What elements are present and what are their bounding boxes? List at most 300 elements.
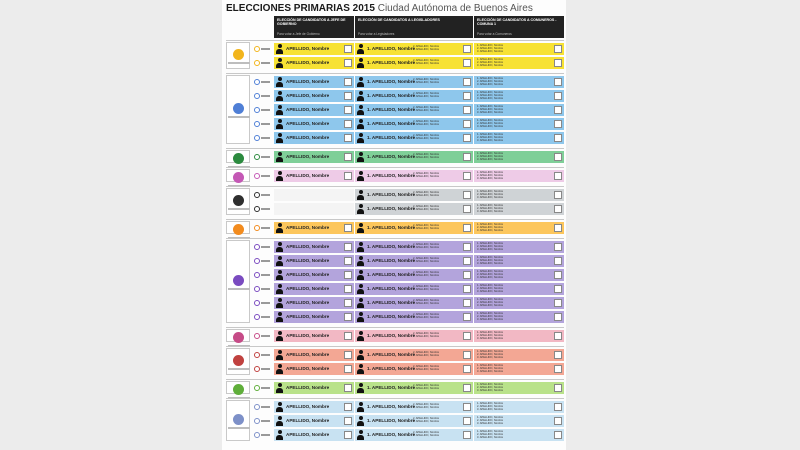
legisladores-vote-checkbox[interactable] [463, 271, 471, 279]
legisladores-candidate-name: 1. APELLIDO, Nombre [367, 314, 416, 319]
comuneros-candidate-cell[interactable] [474, 241, 564, 253]
party-row [226, 167, 564, 183]
list-label-line [261, 335, 270, 337]
legisladores-additional-names: 2. APELLIDO, Nombre 3. APELLIDO, Nombre [413, 120, 440, 126]
list-mark-icon [254, 206, 260, 212]
candidate-silhouette-icon [356, 44, 365, 54]
comuneros-candidate-names: 1. APELLIDO, Nombre 2. APELLIDO, Nombre 3. APELLIDO, Nombre [477, 119, 504, 128]
column-header-comuneros-sub: Para votar a Comuneros [477, 31, 512, 36]
jefe-candidate-cell[interactable] [274, 43, 354, 55]
comuneros-candidate-cell[interactable] [474, 429, 564, 441]
jefe-candidate-name: APELLIDO, Nombre [286, 333, 330, 338]
candidate-silhouette-icon [356, 171, 365, 181]
candidate-silhouette-icon [356, 119, 365, 129]
candidate-silhouette-icon [275, 364, 284, 374]
candidate-silhouette-icon [356, 91, 365, 101]
list-mark-icon [254, 300, 260, 306]
legisladores-candidate-cell[interactable] [355, 57, 473, 69]
legisladores-additional-names: 2. APELLIDO, Nombre 3. APELLIDO, Nombre [413, 257, 440, 263]
comuneros-candidate-names: 1. APELLIDO, Nombre 2. APELLIDO, Nombre 3. APELLIDO, Nombre [477, 77, 504, 86]
legisladores-additional-names: 2. APELLIDO, Nombre 3. APELLIDO, Nombre [413, 134, 440, 140]
party-row [226, 219, 564, 235]
jefe-candidate-name: APELLIDO, Nombre [286, 314, 330, 319]
jefe-candidate-cell[interactable] [274, 415, 354, 427]
list-id [252, 414, 272, 428]
list-mark-icon [254, 385, 260, 391]
candidate-silhouette-icon [275, 270, 284, 280]
jefe-vote-checkbox[interactable] [344, 172, 352, 180]
jefe-candidate-name: APELLIDO, Nombre [286, 244, 330, 249]
legisladores-candidate-cell[interactable] [355, 311, 473, 323]
legisladores-candidate-cell[interactable] [355, 104, 473, 116]
candidate-silhouette-icon [356, 58, 365, 68]
legisladores-candidate-cell[interactable] [355, 90, 473, 102]
candidate-silhouette-icon [356, 430, 365, 440]
comuneros-candidate-cell[interactable] [474, 311, 564, 323]
jefe-candidate-name: APELLIDO, Nombre [286, 286, 330, 291]
legisladores-candidate-name: 1. APELLIDO, Nombre [367, 60, 416, 65]
legisladores-candidate-cell[interactable] [355, 283, 473, 295]
column-header-legisladores [355, 16, 473, 38]
legisladores-candidate-cell[interactable] [355, 189, 473, 201]
candidate-silhouette-icon [275, 58, 284, 68]
comuneros-candidate-cell[interactable] [474, 222, 564, 234]
party-logo-box [226, 188, 250, 215]
comuneros-candidate-cell[interactable] [474, 349, 564, 361]
jefe-candidate-cell[interactable] [274, 151, 354, 163]
jefe-candidate-cell[interactable] [274, 104, 354, 116]
legisladores-candidate-cell[interactable] [355, 170, 473, 182]
candidate-silhouette-icon [275, 383, 284, 393]
comuneros-candidate-names: 1. APELLIDO, Nombre 2. APELLIDO, Nombre 3. APELLIDO, Nombre [477, 430, 504, 439]
legisladores-vote-checkbox[interactable] [463, 224, 471, 232]
legisladores-candidate-cell[interactable] [355, 43, 473, 55]
jefe-candidate-name: APELLIDO, Nombre [286, 135, 330, 140]
candidate-silhouette-icon [356, 298, 365, 308]
legisladores-candidate-cell[interactable] [355, 330, 473, 342]
jefe-vote-checkbox[interactable] [344, 120, 352, 128]
jefe-vote-checkbox[interactable] [344, 153, 352, 161]
party-logo-box [226, 348, 250, 375]
list-label-line [261, 274, 270, 276]
comuneros-vote-checkbox[interactable] [554, 351, 562, 359]
party-logo-box [226, 381, 250, 394]
comuneros-vote-checkbox[interactable] [554, 243, 562, 251]
comuneros-candidate-names: 1. APELLIDO, Nombre 2. APELLIDO, Nombre 3. APELLIDO, Nombre [477, 204, 504, 213]
legisladores-candidate-name: 1. APELLIDO, Nombre [367, 79, 416, 84]
jefe-vote-checkbox[interactable] [344, 106, 352, 114]
list-label-line [261, 95, 270, 97]
candidate-silhouette-icon [356, 204, 365, 214]
list-label-line [261, 316, 270, 318]
comuneros-candidate-cell[interactable] [474, 132, 564, 144]
legisladores-candidate-name: 1. APELLIDO, Nombre [367, 258, 416, 263]
column-header-comuneros-title: ELECCIÓN DE CANDIDATOS A COMUNEROS - COMUNA 1 [477, 18, 557, 27]
jefe-candidate-cell[interactable] [274, 429, 354, 441]
jefe-candidate-cell[interactable] [274, 57, 354, 69]
comuneros-candidate-names: 1. APELLIDO, Nombre 2. APELLIDO, Nombre 3. APELLIDO, Nombre [477, 270, 504, 279]
jefe-candidate-name: APELLIDO, Nombre [286, 173, 330, 178]
jefe-candidate-cell[interactable] [274, 297, 354, 309]
legisladores-vote-checkbox[interactable] [463, 332, 471, 340]
party-row [226, 327, 564, 343]
party-logo [233, 414, 244, 425]
list-label-line [261, 137, 270, 139]
party-logo-box [226, 169, 250, 182]
legisladores-candidate-cell[interactable] [355, 415, 473, 427]
jefe-vote-checkbox[interactable] [344, 271, 352, 279]
party-row [226, 186, 564, 216]
legisladores-candidate-name: 1. APELLIDO, Nombre [367, 286, 416, 291]
legisladores-vote-checkbox[interactable] [463, 299, 471, 307]
comuneros-candidate-names: 1. APELLIDO, Nombre 2. APELLIDO, Nombre 3. APELLIDO, Nombre [477, 171, 504, 180]
legisladores-additional-names: 2. APELLIDO, Nombre 3. APELLIDO, Nombre [413, 59, 440, 65]
legisladores-additional-names: 2. APELLIDO, Nombre 3. APELLIDO, Nombre [413, 351, 440, 357]
legisladores-vote-checkbox[interactable] [463, 205, 471, 213]
legisladores-vote-checkbox[interactable] [463, 365, 471, 373]
party-logo [233, 332, 244, 343]
candidate-silhouette-icon [275, 298, 284, 308]
party-logo-box [226, 221, 250, 234]
candidate-silhouette-icon [356, 331, 365, 341]
comuneros-vote-checkbox[interactable] [554, 224, 562, 232]
comuneros-candidate-cell[interactable] [474, 297, 564, 309]
comuneros-vote-checkbox[interactable] [554, 365, 562, 373]
legisladores-candidate-name: 1. APELLIDO, Nombre [367, 135, 416, 140]
legisladores-candidate-cell[interactable] [355, 297, 473, 309]
list-mark-icon [254, 272, 260, 278]
jefe-vote-checkbox[interactable] [344, 92, 352, 100]
comuneros-candidate-cell[interactable] [474, 90, 564, 102]
legisladores-candidate-cell[interactable] [355, 429, 473, 441]
jefe-vote-checkbox[interactable] [344, 78, 352, 86]
candidate-silhouette-icon [356, 364, 365, 374]
comuneros-candidate-cell[interactable] [474, 118, 564, 130]
jefe-vote-checkbox[interactable] [344, 417, 352, 425]
jefe-empty-cell [274, 203, 354, 215]
comuneros-vote-checkbox[interactable] [554, 92, 562, 100]
comuneros-candidate-cell[interactable] [474, 151, 564, 163]
comuneros-vote-checkbox[interactable] [554, 417, 562, 425]
comuneros-vote-checkbox[interactable] [554, 191, 562, 199]
jefe-candidate-name: APELLIDO, Nombre [286, 272, 330, 277]
party-logo [233, 384, 244, 395]
comuneros-candidate-cell[interactable] [474, 330, 564, 342]
legisladores-candidate-name: 1. APELLIDO, Nombre [367, 352, 416, 357]
list-mark-icon [254, 121, 260, 127]
list-mark-icon [254, 225, 260, 231]
jefe-candidate-name: APELLIDO, Nombre [286, 154, 330, 159]
candidate-silhouette-icon [356, 284, 365, 294]
party-name-line [228, 368, 250, 370]
legisladores-candidate-name: 1. APELLIDO, Nombre [367, 244, 416, 249]
party-logo-box [226, 329, 250, 342]
legisladores-candidate-cell[interactable] [355, 203, 473, 215]
jefe-candidate-name: APELLIDO, Nombre [286, 225, 330, 230]
comuneros-candidate-cell[interactable] [474, 382, 564, 394]
jefe-candidate-name: APELLIDO, Nombre [286, 418, 330, 423]
party-row [226, 398, 564, 442]
party-name-line [228, 208, 250, 210]
party-logo [233, 153, 244, 164]
list-id [252, 282, 272, 296]
column-header-legisladores-title: ELECCIÓN DE CANDIDATOS A LEGISLADORES [358, 18, 440, 22]
jefe-vote-checkbox[interactable] [344, 224, 352, 232]
jefe-candidate-cell[interactable] [274, 170, 354, 182]
list-id [252, 131, 272, 145]
comuneros-candidate-names: 1. APELLIDO, Nombre 2. APELLIDO, Nombre 3. APELLIDO, Nombre [477, 256, 504, 265]
legisladores-additional-names: 2. APELLIDO, Nombre 3. APELLIDO, Nombre [413, 384, 440, 390]
jefe-vote-checkbox[interactable] [344, 332, 352, 340]
candidate-silhouette-icon [275, 44, 284, 54]
candidate-silhouette-icon [356, 190, 365, 200]
jefe-candidate-cell[interactable] [274, 401, 354, 413]
list-mark-icon [254, 418, 260, 424]
legisladores-additional-names: 2. APELLIDO, Nombre 3. APELLIDO, Nombre [413, 45, 440, 51]
comuneros-vote-checkbox[interactable] [554, 59, 562, 67]
list-id [252, 202, 272, 216]
column-header-jefe-title: ELECCIÓN DE CANDIDATOS A JEFE DE GOBIERNO [277, 18, 346, 27]
jefe-candidate-cell[interactable] [274, 241, 354, 253]
legisladores-candidate-name: 1. APELLIDO, Nombre [367, 272, 416, 277]
jefe-candidate-cell[interactable] [274, 118, 354, 130]
legisladores-candidate-name: 1. APELLIDO, Nombre [367, 404, 416, 409]
legisladores-vote-checkbox[interactable] [463, 243, 471, 251]
comuneros-candidate-names: 1. APELLIDO, Nombre 2. APELLIDO, Nombre 3. APELLIDO, Nombre [477, 383, 504, 392]
jefe-vote-checkbox[interactable] [344, 59, 352, 67]
candidate-silhouette-icon [356, 223, 365, 233]
party-logo-box [226, 150, 250, 163]
jefe-candidate-cell[interactable] [274, 90, 354, 102]
party-logo [233, 224, 244, 235]
comuneros-vote-checkbox[interactable] [554, 313, 562, 321]
jefe-candidate-cell[interactable] [274, 255, 354, 267]
legisladores-vote-checkbox[interactable] [463, 257, 471, 265]
legisladores-vote-checkbox[interactable] [463, 106, 471, 114]
comuneros-candidate-cell[interactable] [474, 189, 564, 201]
list-label-line [261, 62, 270, 64]
jefe-vote-checkbox[interactable] [344, 384, 352, 392]
jefe-candidate-cell[interactable] [274, 363, 354, 375]
comuneros-vote-checkbox[interactable] [554, 403, 562, 411]
candidate-silhouette-icon [356, 242, 365, 252]
legisladores-candidate-cell[interactable] [355, 118, 473, 130]
legisladores-candidate-cell[interactable] [355, 151, 473, 163]
candidate-silhouette-icon [275, 119, 284, 129]
legisladores-vote-checkbox[interactable] [463, 417, 471, 425]
legisladores-additional-names: 2. APELLIDO, Nombre 3. APELLIDO, Nombre [413, 365, 440, 371]
list-mark-icon [254, 333, 260, 339]
legisladores-candidate-cell[interactable] [355, 382, 473, 394]
list-id [252, 240, 272, 254]
candidate-silhouette-icon [275, 430, 284, 440]
legisladores-vote-checkbox[interactable] [463, 92, 471, 100]
legisladores-vote-checkbox[interactable] [463, 313, 471, 321]
jefe-candidate-cell[interactable] [274, 283, 354, 295]
party-logo [233, 275, 244, 286]
legisladores-additional-names: 2. APELLIDO, Nombre 3. APELLIDO, Nombre [413, 224, 440, 230]
jefe-candidate-name: APELLIDO, Nombre [286, 404, 330, 409]
comuneros-candidate-cell[interactable] [474, 415, 564, 427]
legisladores-vote-checkbox[interactable] [463, 59, 471, 67]
comuneros-candidate-cell[interactable] [474, 269, 564, 281]
legisladores-candidate-cell[interactable] [355, 401, 473, 413]
comuneros-candidate-cell[interactable] [474, 57, 564, 69]
list-label-line [261, 175, 270, 177]
legisladores-additional-names: 2. APELLIDO, Nombre 3. APELLIDO, Nombre [413, 191, 440, 197]
list-label-line [261, 123, 270, 125]
candidate-silhouette-icon [275, 256, 284, 266]
legisladores-candidate-name: 1. APELLIDO, Nombre [367, 121, 416, 126]
legisladores-vote-checkbox[interactable] [463, 384, 471, 392]
jefe-candidate-cell[interactable] [274, 269, 354, 281]
legisladores-additional-names: 2. APELLIDO, Nombre 3. APELLIDO, Nombre [413, 332, 440, 338]
comuneros-vote-checkbox[interactable] [554, 332, 562, 340]
comuneros-vote-checkbox[interactable] [554, 120, 562, 128]
comuneros-vote-checkbox[interactable] [554, 172, 562, 180]
party-row [226, 40, 564, 70]
legisladores-candidate-name: 1. APELLIDO, Nombre [367, 93, 416, 98]
comuneros-candidate-cell[interactable] [474, 363, 564, 375]
comuneros-candidate-cell[interactable] [474, 401, 564, 413]
list-id [252, 103, 272, 117]
comuneros-vote-checkbox[interactable] [554, 285, 562, 293]
party-logo-box [226, 240, 250, 323]
list-label-line [261, 406, 270, 408]
candidate-silhouette-icon [275, 133, 284, 143]
legisladores-candidate-cell[interactable] [355, 132, 473, 144]
jefe-candidate-cell[interactable] [274, 382, 354, 394]
comuneros-candidate-names: 1. APELLIDO, Nombre 2. APELLIDO, Nombre 3. APELLIDO, Nombre [477, 58, 504, 67]
legisladores-additional-names: 2. APELLIDO, Nombre 3. APELLIDO, Nombre [413, 313, 440, 319]
legisladores-vote-checkbox[interactable] [463, 191, 471, 199]
comuneros-vote-checkbox[interactable] [554, 153, 562, 161]
party-logo-box [226, 400, 250, 441]
legisladores-additional-names: 2. APELLIDO, Nombre 3. APELLIDO, Nombre [413, 403, 440, 409]
comuneros-candidate-names: 1. APELLIDO, Nombre 2. APELLIDO, Nombre 3. APELLIDO, Nombre [477, 242, 504, 251]
party-name-line [228, 427, 250, 429]
legisladores-vote-checkbox[interactable] [463, 45, 471, 53]
party-row [226, 148, 564, 164]
jefe-candidate-cell[interactable] [274, 76, 354, 88]
jefe-vote-checkbox[interactable] [344, 313, 352, 321]
comuneros-vote-checkbox[interactable] [554, 134, 562, 142]
list-id [252, 428, 272, 442]
legisladores-vote-checkbox[interactable] [463, 78, 471, 86]
comuneros-candidate-cell[interactable] [474, 283, 564, 295]
jefe-candidate-cell[interactable] [274, 132, 354, 144]
comuneros-vote-checkbox[interactable] [554, 106, 562, 114]
comuneros-vote-checkbox[interactable] [554, 205, 562, 213]
legisladores-vote-checkbox[interactable] [463, 134, 471, 142]
legisladores-additional-names: 2. APELLIDO, Nombre 3. APELLIDO, Nombre [413, 285, 440, 291]
comuneros-candidate-cell[interactable] [474, 203, 564, 215]
jefe-vote-checkbox[interactable] [344, 243, 352, 251]
legisladores-vote-checkbox[interactable] [463, 285, 471, 293]
candidate-silhouette-icon [356, 312, 365, 322]
jefe-candidate-name: APELLIDO, Nombre [286, 60, 330, 65]
comuneros-candidate-names: 1. APELLIDO, Nombre 2. APELLIDO, Nombre 3. APELLIDO, Nombre [477, 190, 504, 199]
legisladores-additional-names: 2. APELLIDO, Nombre 3. APELLIDO, Nombre [413, 431, 440, 437]
comuneros-vote-checkbox[interactable] [554, 299, 562, 307]
jefe-candidate-cell[interactable] [274, 330, 354, 342]
party-name-line [228, 288, 250, 290]
list-label-line [261, 109, 270, 111]
ballot-title [226, 3, 533, 14]
legisladores-additional-names: 2. APELLIDO, Nombre 3. APELLIDO, Nombre [413, 299, 440, 305]
jefe-vote-checkbox[interactable] [344, 134, 352, 142]
list-label-line [261, 260, 270, 262]
candidate-silhouette-icon [275, 152, 284, 162]
column-header-jefe [274, 16, 354, 38]
list-id [252, 329, 272, 343]
comuneros-vote-checkbox[interactable] [554, 431, 562, 439]
candidate-silhouette-icon [275, 284, 284, 294]
legisladores-candidate-cell[interactable] [355, 363, 473, 375]
legisladores-candidate-cell[interactable] [355, 222, 473, 234]
legisladores-candidate-name: 1. APELLIDO, Nombre [367, 300, 416, 305]
legisladores-candidate-cell[interactable] [355, 269, 473, 281]
legisladores-vote-checkbox[interactable] [463, 120, 471, 128]
list-label-line [261, 288, 270, 290]
comuneros-vote-checkbox[interactable] [554, 257, 562, 265]
comuneros-vote-checkbox[interactable] [554, 45, 562, 53]
comuneros-vote-checkbox[interactable] [554, 78, 562, 86]
legisladores-candidate-cell[interactable] [355, 255, 473, 267]
candidate-silhouette-icon [275, 312, 284, 322]
legisladores-vote-checkbox[interactable] [463, 153, 471, 161]
comuneros-vote-checkbox[interactable] [554, 271, 562, 279]
jefe-vote-checkbox[interactable] [344, 45, 352, 53]
jefe-candidate-name: APELLIDO, Nombre [286, 352, 330, 357]
candidate-silhouette-icon [356, 350, 365, 360]
legisladores-candidate-cell[interactable] [355, 349, 473, 361]
jefe-vote-checkbox[interactable] [344, 403, 352, 411]
jefe-vote-checkbox[interactable] [344, 431, 352, 439]
jefe-candidate-cell[interactable] [274, 222, 354, 234]
legisladores-additional-names: 2. APELLIDO, Nombre 3. APELLIDO, Nombre [413, 243, 440, 249]
comuneros-candidate-cell[interactable] [474, 255, 564, 267]
jefe-candidate-cell[interactable] [274, 311, 354, 323]
comuneros-candidate-cell[interactable] [474, 170, 564, 182]
comuneros-vote-checkbox[interactable] [554, 384, 562, 392]
legisladores-candidate-cell[interactable] [355, 241, 473, 253]
jefe-vote-checkbox[interactable] [344, 351, 352, 359]
legisladores-vote-checkbox[interactable] [463, 172, 471, 180]
jefe-vote-checkbox[interactable] [344, 257, 352, 265]
jefe-vote-checkbox[interactable] [344, 365, 352, 373]
comuneros-candidate-cell[interactable] [474, 104, 564, 116]
legisladores-candidate-cell[interactable] [355, 76, 473, 88]
legisladores-vote-checkbox[interactable] [463, 403, 471, 411]
jefe-vote-checkbox[interactable] [344, 299, 352, 307]
jefe-vote-checkbox[interactable] [344, 285, 352, 293]
candidate-silhouette-icon [275, 402, 284, 412]
jefe-candidate-cell[interactable] [274, 349, 354, 361]
candidate-silhouette-icon [275, 350, 284, 360]
comuneros-candidate-names: 1. APELLIDO, Nombre 2. APELLIDO, Nombre 3. APELLIDO, Nombre [477, 298, 504, 307]
comuneros-candidate-names: 1. APELLIDO, Nombre 2. APELLIDO, Nombre 3. APELLIDO, Nombre [477, 284, 504, 293]
party-logo [233, 172, 244, 183]
comuneros-candidate-cell[interactable] [474, 43, 564, 55]
comuneros-candidate-cell[interactable] [474, 76, 564, 88]
legisladores-vote-checkbox[interactable] [463, 351, 471, 359]
candidate-silhouette-icon [275, 331, 284, 341]
jefe-candidate-name: APELLIDO, Nombre [286, 46, 330, 51]
legisladores-vote-checkbox[interactable] [463, 431, 471, 439]
list-label-line [261, 420, 270, 422]
comuneros-candidate-names: 1. APELLIDO, Nombre 2. APELLIDO, Nombre 3. APELLIDO, Nombre [477, 105, 504, 114]
